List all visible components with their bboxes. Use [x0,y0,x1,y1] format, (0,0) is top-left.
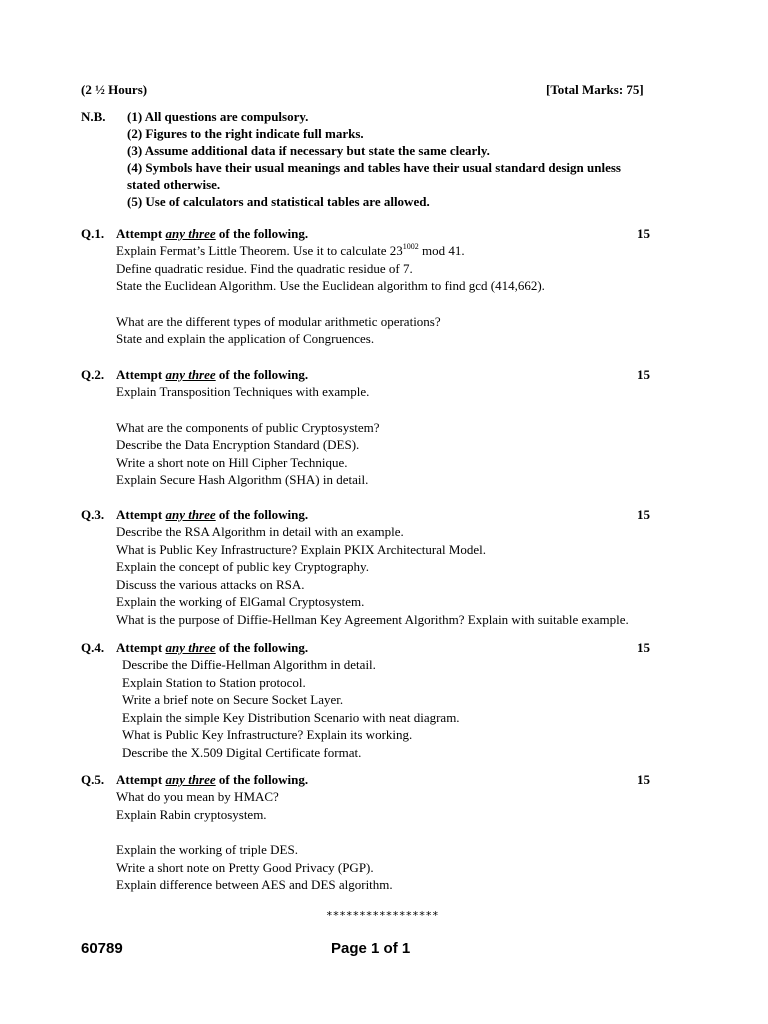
question-item: Explain the simple Key Distribution Scenario with neat diagram. [122,709,460,725]
instruction-line: (4) Symbols have their usual meanings and tables have their usual standard design unless [127,160,621,175]
question-item [116,401,380,419]
question-item [116,823,393,841]
question-item: What are the different types of modular arithmetic operations? [116,313,441,329]
question-instruction [116,771,308,788]
item-text: mod 41. [418,243,465,258]
question-item: Explain Station to Station protocol. [122,674,306,690]
question-item: Write a short note on Hill Cipher Technique. [116,454,348,470]
question-item: Explain the concept of public key Cryptography. [116,559,369,574]
question-items [116,383,380,489]
question-number: Q.5. [81,772,105,787]
exponent: 1002 [402,241,419,251]
question-item: Explain the working of triple DES. [116,842,298,857]
exam-duration: (2 ½ Hours) [81,82,148,97]
question-marks: 15 [637,772,650,787]
question-item [116,295,545,313]
question-item: State and explain the application of Congruences. [116,331,375,346]
instructions-list [127,108,621,210]
item-text: Explain Fermat’s Little Theorem. Use it to calculate 23 [116,243,403,258]
instruction-emphasis: any three [165,640,216,655]
question-items [116,788,393,894]
question-item [116,242,545,260]
instruction-suffix: of the following. [215,226,309,241]
question-item: What do you mean by HMAC? [116,789,279,804]
question-instruction [116,225,308,242]
question-number: Q.4. [81,640,105,655]
question-number: Q.1. [81,226,105,241]
page-number: Page 1 of 1 [331,940,411,957]
instruction-line: (2) Figures to the right indicate full marks. [127,126,364,141]
instruction-prefix: Attempt [116,367,166,382]
instruction-suffix: of the following. [215,507,309,522]
question-item: Describe the RSA Algorithm in detail with an example. [116,524,404,539]
question-instruction [116,639,308,656]
question-item: Describe the X.509 Digital Certificate format. [122,744,362,760]
question-item: Explain the working of ElGamal Cryptosystem. [116,594,365,609]
paper-code: 60789 [81,940,123,957]
question-number: Q.3. [81,507,105,522]
question-item: What is Public Key Infrastructure? Explain its working. [122,727,413,742]
question-instruction [116,506,308,523]
question-instruction [116,366,308,383]
question-item: What are the components of public Cryptosystem? [116,419,380,435]
nb-label: N.B. [81,109,106,124]
instruction-emphasis: any three [165,226,216,241]
question-item: Write a brief note on Secure Socket Layer. [122,692,344,707]
instruction-suffix: of the following. [215,772,309,787]
question-items [116,656,460,761]
instruction-line: (3) Assume additional data if necessary but state the same clearly. [127,143,490,158]
instruction-prefix: Attempt [116,507,166,522]
question-item: What is the purpose of Diffie-Hellman Key Agreement Algorithm? Explain with suitable example. [116,611,629,627]
instruction-emphasis: any three [165,367,216,382]
question-item: Explain Transposition Techniques with example. [116,384,370,399]
question-item: State the Euclidean Algorithm. Use the Euclidean algorithm to find gcd (414,662). [116,278,545,293]
instruction-emphasis: any three [165,772,216,787]
instruction-prefix: Attempt [116,772,166,787]
instruction-emphasis: any three [165,507,216,522]
question-item: Discuss the various attacks on RSA. [116,576,305,592]
question-item: Explain difference between AES and DES algorithm. [116,877,393,892]
question-item: Explain Secure Hash Algorithm (SHA) in detail. [116,472,369,487]
question-item: What is Public Key Infrastructure? Explain PKIX Architectural Model. [116,541,487,557]
total-marks: [Total Marks: 75] [546,82,644,97]
question-item: Explain Rabin cryptosystem. [116,806,267,822]
question-item: Describe the Diffie-Hellman Algorithm in detail. [122,657,376,672]
question-marks: 15 [637,367,650,382]
instruction-line: (5) Use of calculators and statistical tables are allowed. [127,194,430,209]
end-separator: ***************** [326,909,439,922]
question-item: Define quadratic residue. Find the quadratic residue of 7. [116,260,413,276]
instruction-line: stated otherwise. [127,177,221,192]
instruction-line: (1) All questions are compulsory. [127,109,309,124]
instruction-suffix: of the following. [215,367,309,382]
question-item: Write a short note on Pretty Good Privacy (PGP). [116,859,374,875]
instruction-prefix: Attempt [116,640,166,655]
instruction-suffix: of the following. [215,640,309,655]
instruction-prefix: Attempt [116,226,166,241]
question-marks: 15 [637,507,650,522]
question-marks: 15 [637,640,650,655]
question-item: Describe the Data Encryption Standard (DES). [116,437,360,452]
question-marks: 15 [637,226,650,241]
question-items [116,523,629,628]
question-items [116,242,545,348]
question-number: Q.2. [81,367,105,382]
